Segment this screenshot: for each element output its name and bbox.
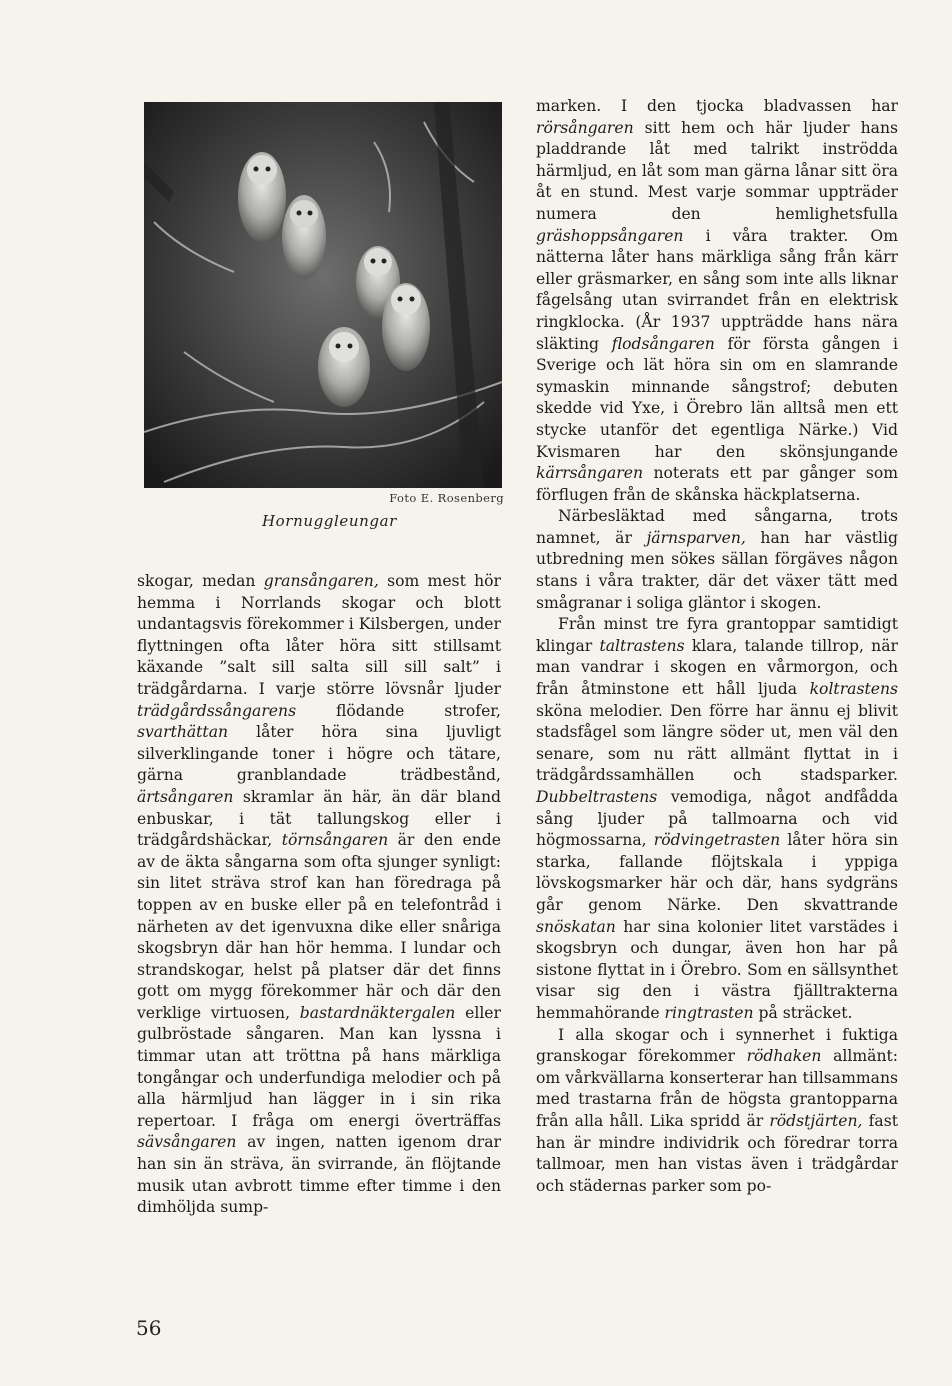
paragraph: [536, 96, 898, 506]
text-run: av ingen, natten igenom drar han sin än sträva, än svirrande, än flöjtande musik utan avbrott timme efter timme i den dimhöljda sump-: [137, 1133, 501, 1217]
species-name: rödstjärten,: [769, 1111, 863, 1130]
species-name: sävsångaren: [137, 1133, 237, 1152]
species-name: taltrastens: [599, 636, 685, 655]
text-run: har sina kolonier litet varstädes i skogsbryn och dungar, även hon har på sistone flyttat in i Örebro. Som en sällsynthet visar sig den i västra fjälltrakterna hemmahörande: [536, 917, 898, 1022]
species-name: rörsångaren: [536, 118, 634, 137]
paragraph: [137, 571, 501, 1219]
species-name: trädgårdssångarens: [137, 701, 297, 720]
species-name: svarthättan: [137, 723, 229, 742]
text-run: låter höra sin starka, fallande flöjtskala i yppiga lövskogsmarker här och där, hans sydgräns går genom Närke. Den skvattrande: [536, 831, 898, 914]
species-name: törnsångaren: [281, 831, 389, 850]
photo-caption: Hornuggleungar: [262, 512, 397, 530]
text-run: är den ende av de äkta sångarna som ofta sjunger synligt: sin litet sträva strof kan han föredraga på toppen av en buske eller på en telefontråd i närheten av det igenvuxna dike eller snåriga skogsbryn där han hör hemma. I lundar och strandskogar, helst på platser där det finns gott om mygg förekommer här och där den verklige virtuosen,: [137, 831, 501, 1022]
left-column: [137, 571, 501, 1219]
text-run: för första gången i Sverige och lät höra sin om en slamrande symaskin minnande sångstrof; debuten skedde vid Yxe, i Örebro län alltså men ett stycke utanför det egentliga Närke.) Vid Kvismaren har den skönsjungande: [536, 334, 898, 461]
text-run: skramlar än här, än där bland enbuskar, i tät tallungskog eller i trädgårdshäckar,: [137, 787, 501, 850]
species-name: gransångaren,: [263, 572, 379, 590]
text-run: klara, talande tillrop, när man vandrar i skogen en vårmorgon, och från åtminstone ett håll ljuda: [536, 636, 898, 699]
text-run: I alla skogar och i synnerhet i fuktiga granskogar förekommer: [536, 1025, 898, 1066]
paragraph: [536, 506, 898, 614]
text-run: han har västlig utbredning men sökes sällan förgäves någon stans i våra trakter, där det växer tätt med smågranar i soliga gläntor i skogen.: [536, 528, 898, 612]
text-run: marken. I den tjocka bladvassen har: [536, 97, 898, 115]
species-name: järnsparven,: [646, 528, 746, 547]
species-name: bastardnäktergalen: [299, 1003, 456, 1022]
page-number: 56: [136, 1316, 162, 1340]
species-name: snöskatan: [536, 917, 616, 936]
right-column: [536, 96, 898, 1197]
species-name: rödhaken: [746, 1047, 822, 1066]
species-name: rödvingetrasten: [653, 831, 781, 850]
species-name: gräshoppsångaren: [536, 226, 684, 245]
paragraph: [536, 1025, 898, 1198]
text-run: sitt hem och här ljuder hans pladdrande låt med talrikt inströdda härmljud, en låt som man gärna lånar sitt öra åt en stund. Mest varje sommar uppträder numera den hemlighetsfulla: [536, 118, 898, 223]
species-name: flodsångaren: [611, 334, 715, 353]
species-name: kärrsångaren: [536, 464, 644, 483]
text-run: på sträcket.: [753, 1003, 853, 1022]
species-name: ärtsångaren: [137, 787, 234, 806]
text-run: allmänt: om vårkvällarna konserterar han tillsammans med trastarna från de högsta grantopparna från alla håll. Lika spridd är: [536, 1047, 899, 1130]
text-run: vemodiga, något andfådda sång ljuder på tallmoarna och vid högmossarna,: [536, 788, 898, 850]
text-run: som mest hör hemma i Norrlands skogar och blott undantagsvis förekommer i Kilsbergen, under flyttningen ofta låter höra sitt stillsamt käxande ”salt sill salta sill sill salt” i trädgårdarna. I varje större lövsnår ljuder: [137, 572, 501, 698]
text-run: i våra trakter. Om nätterna låter hans märkliga sång från kärr eller gräsmarker, en sång som inte alls liknar fågelsång utan svirrandet från en elektrisk ringklocka. (År 1937 uppträdde hans nära släkting: [536, 226, 898, 353]
paragraph: [536, 614, 898, 1024]
text-run: eller gulbröstade sångaren. Man kan lyssna i timmar utan att tröttna på hans märkliga tongångar och underfundiga melodier och på alla härmljud han lägger in i sin rika repertoar. I fråga om energi överträffas: [137, 1003, 501, 1130]
text-run: noterats ett par gånger som förflugen från de skånska häckplatserna.: [536, 464, 898, 504]
text-run: fast han är mindre individrik och föredrar torra tallmoar, men han vistas även i trädgårdar och städernas parker som po-: [536, 1111, 898, 1195]
owl-photograph: [144, 102, 502, 488]
text-run: Närbesläktad med sångarna, trots namnet, är: [536, 507, 898, 547]
photo-credit: Foto E. Rosenberg: [389, 491, 504, 505]
species-name: ringtrasten: [664, 1003, 754, 1022]
text-run: skogar, medan: [137, 572, 264, 590]
text-run: flödande strofer,: [296, 701, 501, 720]
species-name: koltrastens: [809, 680, 898, 699]
text-run: Från minst tre fyra grantoppar samtidigt klingar: [536, 615, 898, 655]
species-name: Dubbeltrastens: [536, 788, 658, 806]
text-run: sköna melodier. Den förre har ännu ej blivit stadsfågel som längre söder ut, men väl den senare, som nu rätt allmänt flyttat in i trädgårdssamhällen och stadsparker.: [536, 701, 898, 785]
text-run: låter höra sina ljuvligt silverklingande toner i högre och tätare, gärna granblandade trädbestånd,: [137, 723, 501, 785]
